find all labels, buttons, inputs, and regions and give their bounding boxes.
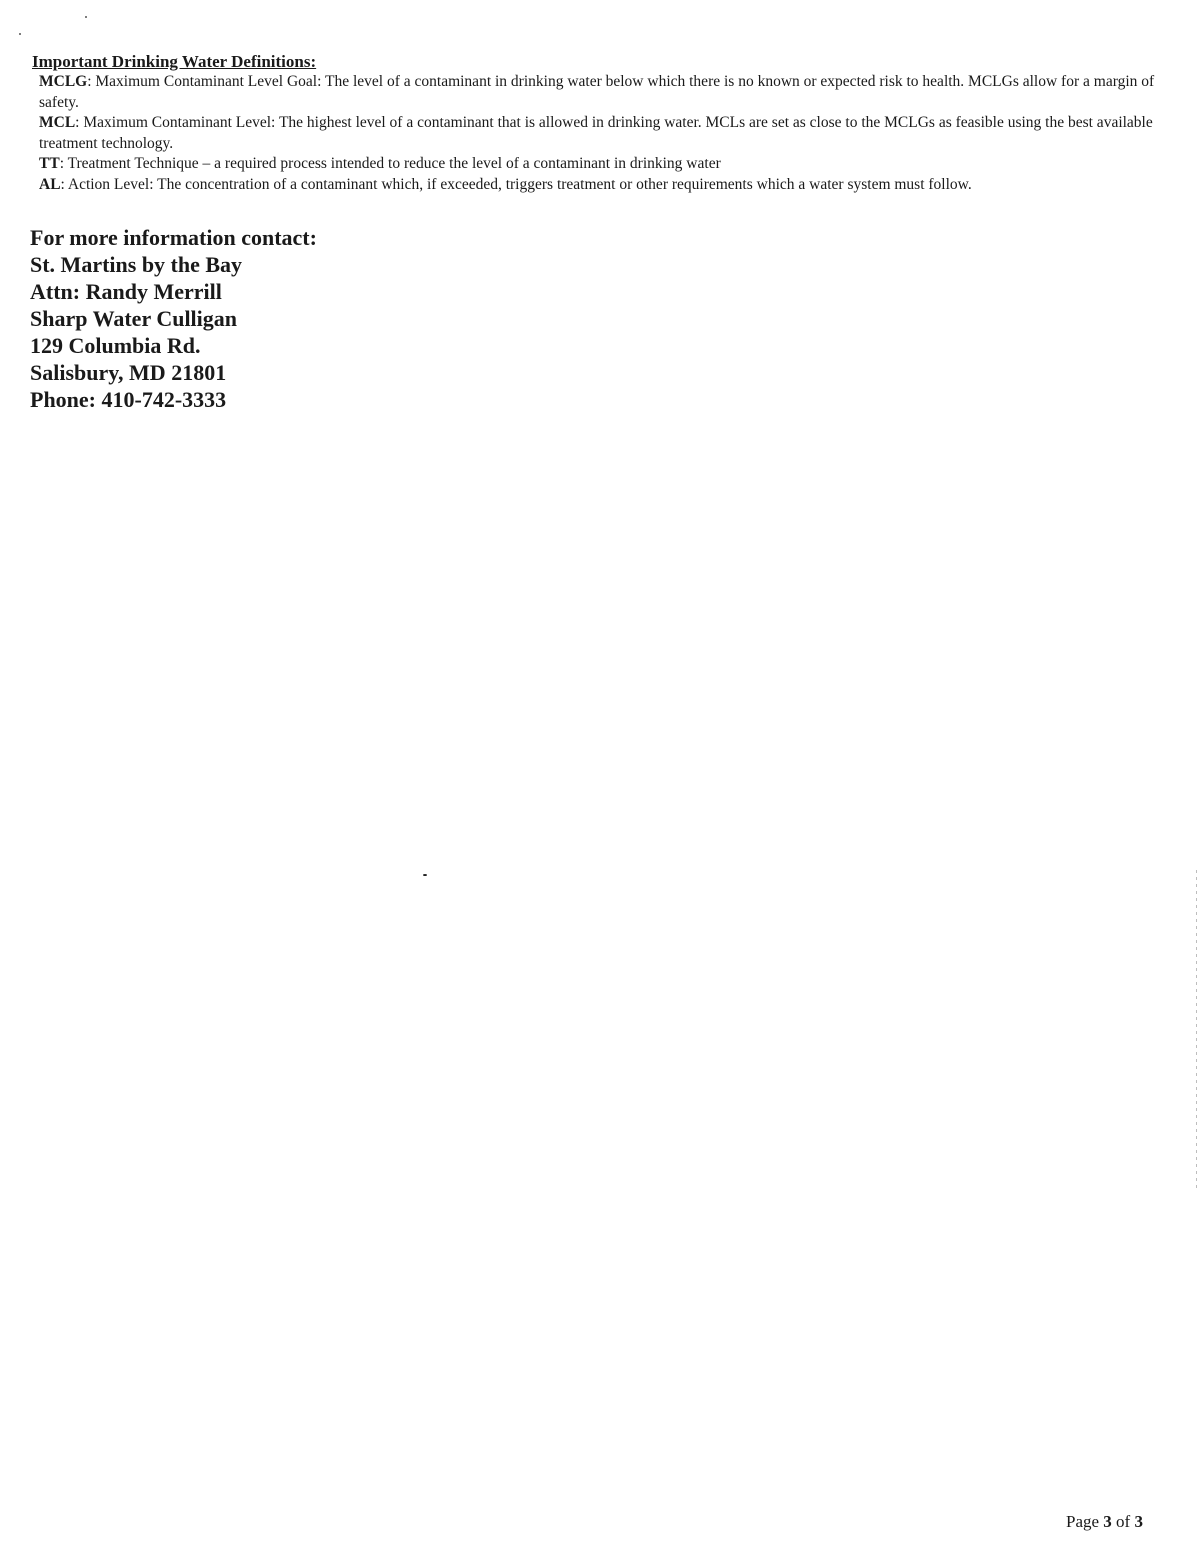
page-number-of: of [1116, 1512, 1131, 1531]
definition-term: MCLG [39, 73, 88, 90]
contact-section [30, 224, 630, 413]
definition-term: MCL [39, 114, 76, 131]
definition-text: : Action Level: The concentration of a contaminant which, if exceeded, triggers treatment or other requirements which a water system must follow. [60, 175, 972, 193]
contact-city-state-zip: Salisbury, MD 21801 [30, 360, 227, 385]
contact-attention: Attn: Randy Merrill [30, 279, 222, 304]
scan-edge-artifact [1196, 870, 1197, 1190]
definitions-section [32, 52, 1162, 195]
definition-mclg [32, 72, 1162, 113]
contact-organization: St. Martins by the Bay [30, 252, 243, 277]
contact-heading: For more information contact: [30, 225, 317, 250]
contact-phone: Phone: 410-742-3333 [30, 387, 227, 412]
definition-mcl [32, 113, 1162, 154]
definition-text: : Maximum Contaminant Level Goal: The level of a contaminant in drinking water below which there is no known or expected risk to health. MCLGs allow for a margin of safety. [39, 73, 1155, 111]
scan-speck [423, 874, 427, 876]
definition-text: : Maximum Contaminant Level: The highest level of a contaminant that is allowed in drinking water. MCLs are set as close to the MCLGs as feasible using the best available treatment technology. [39, 114, 1153, 152]
definitions-heading: Important Drinking Water Definitions: [32, 52, 317, 71]
scan-speck [19, 33, 21, 35]
definition-term: AL [39, 175, 61, 193]
page-number-current: 3 [1103, 1512, 1112, 1531]
page-number-prefix: Page [1066, 1512, 1100, 1531]
page-number-total: 3 [1134, 1512, 1143, 1531]
definition-tt [32, 154, 1162, 175]
scan-speck [85, 16, 87, 18]
contact-company: Sharp Water Culligan [30, 306, 238, 331]
page-number [1066, 1512, 1143, 1532]
definition-text: : Treatment Technique – a required process intended to reduce the level of a contaminant in drinking water [59, 155, 721, 172]
definition-term: TT [39, 155, 60, 172]
definition-al [32, 175, 1162, 196]
contact-street: 129 Columbia Rd. [30, 333, 201, 358]
